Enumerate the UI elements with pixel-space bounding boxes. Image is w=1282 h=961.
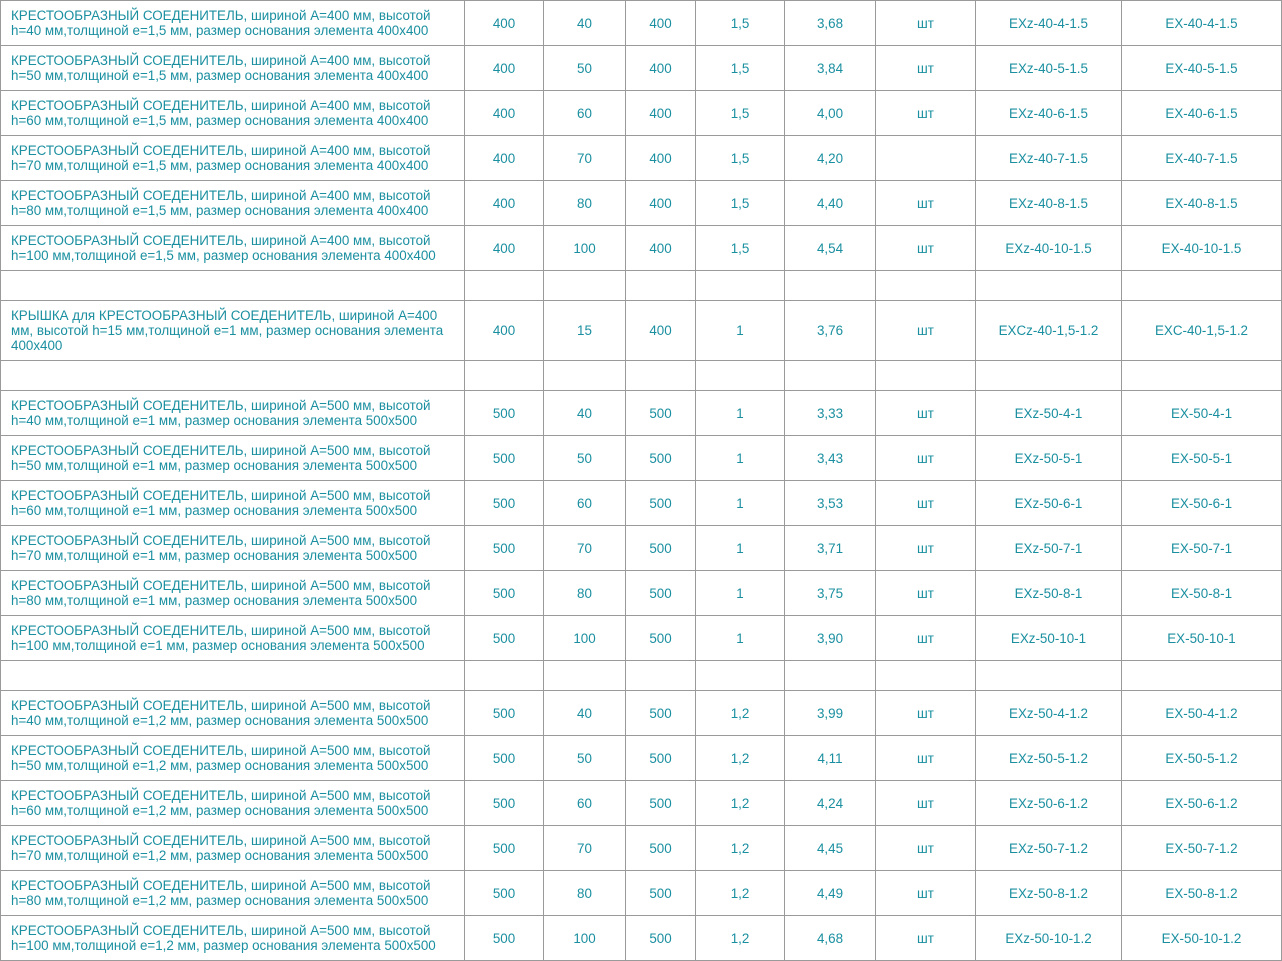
empty-cell — [544, 361, 626, 391]
cell-base-size: 500 — [626, 571, 696, 616]
cell-base-size: 400 — [626, 46, 696, 91]
cell-code: EX-40-7-1.5 — [1122, 136, 1282, 181]
cell-unit: шт — [876, 436, 976, 481]
cell-code: EX-50-10-1.2 — [1122, 916, 1282, 961]
cell-thickness-e: 1 — [696, 481, 785, 526]
cell-width-a: 500 — [465, 916, 544, 961]
cell-height-h: 70 — [544, 526, 626, 571]
cell-code: EX-50-7-1.2 — [1122, 826, 1282, 871]
empty-cell — [544, 661, 626, 691]
cell-base-size: 500 — [626, 736, 696, 781]
cell-base-size: 400 — [626, 301, 696, 361]
table-row — [1, 616, 1282, 661]
cell-thickness-e: 1,2 — [696, 916, 785, 961]
empty-cell — [696, 661, 785, 691]
empty-cell — [1, 661, 465, 691]
cell-width-a: 500 — [465, 526, 544, 571]
cell-thickness-e: 1,5 — [696, 1, 785, 46]
cell-description: КРЕСТООБРАЗНЫЙ СОЕДЕНИТЕЛЬ, шириной А=500 мм, высотой h=60 мм,толщиной e=1,2 мм, размер основания элемента 500х500 — [1, 781, 465, 826]
cell-thickness-e: 1 — [696, 301, 785, 361]
cell-unit: шт — [876, 526, 976, 571]
cell-code-galvanized: EXz-40-6-1.5 — [976, 91, 1122, 136]
cell-unit: шт — [876, 871, 976, 916]
table-row — [1, 691, 1282, 736]
empty-cell — [976, 661, 1122, 691]
cell-height-h: 50 — [544, 436, 626, 481]
cell-weight: 4,20 — [785, 136, 876, 181]
cell-code-galvanized: EXCz-40-1,5-1.2 — [976, 301, 1122, 361]
cell-description: КРЕСТООБРАЗНЫЙ СОЕДЕНИТЕЛЬ, шириной А=500 мм, высотой h=80 мм,толщиной e=1 мм, размер основания элемента 500х500 — [1, 571, 465, 616]
cell-code: EX-50-4-1.2 — [1122, 691, 1282, 736]
cell-weight: 3,76 — [785, 301, 876, 361]
cell-height-h: 100 — [544, 916, 626, 961]
empty-cell — [696, 361, 785, 391]
empty-cell — [876, 271, 976, 301]
cell-description: КРЕСТООБРАЗНЫЙ СОЕДЕНИТЕЛЬ, шириной А=500 мм, высотой h=50 мм,толщиной e=1 мм, размер основания элемента 500х500 — [1, 436, 465, 481]
cell-code-galvanized: EXz-50-8-1.2 — [976, 871, 1122, 916]
cell-weight: 4,54 — [785, 226, 876, 271]
empty-cell — [626, 361, 696, 391]
table-row — [1, 91, 1282, 136]
cell-base-size: 500 — [626, 691, 696, 736]
cell-unit: шт — [876, 226, 976, 271]
table-row — [1, 181, 1282, 226]
cell-width-a: 400 — [465, 91, 544, 136]
cell-description: КРЕСТООБРАЗНЫЙ СОЕДЕНИТЕЛЬ, шириной А=400 мм, высотой h=60 мм,толщиной e=1,5 мм, размер основания элемента 400х400 — [1, 91, 465, 136]
cell-height-h: 60 — [544, 91, 626, 136]
empty-cell — [785, 361, 876, 391]
cell-description: КРЫШКА для КРЕСТООБРАЗНЫЙ СОЕДЕНИТЕЛЬ, шириной А=400 мм, высотой h=15 мм,толщиной e=1 мм, размер основания элемента 400х400 — [1, 301, 465, 361]
cell-base-size: 500 — [626, 916, 696, 961]
cell-description: КРЕСТООБРАЗНЫЙ СОЕДЕНИТЕЛЬ, шириной А=500 мм, высотой h=50 мм,толщиной e=1,2 мм, размер основания элемента 500х500 — [1, 736, 465, 781]
empty-cell — [1122, 271, 1282, 301]
cell-width-a: 400 — [465, 136, 544, 181]
empty-cell — [465, 361, 544, 391]
cell-description: КРЕСТООБРАЗНЫЙ СОЕДЕНИТЕЛЬ, шириной А=500 мм, высотой h=40 мм,толщиной e=1,2 мм, размер основания элемента 500х500 — [1, 691, 465, 736]
cell-height-h: 80 — [544, 571, 626, 616]
cell-description: КРЕСТООБРАЗНЫЙ СОЕДЕНИТЕЛЬ, шириной А=500 мм, высотой h=100 мм,толщиной e=1,2 мм, размер основания элемента 500х500 — [1, 916, 465, 961]
cell-base-size: 500 — [626, 871, 696, 916]
cell-height-h: 50 — [544, 736, 626, 781]
cell-height-h: 40 — [544, 391, 626, 436]
cell-weight: 3,53 — [785, 481, 876, 526]
cell-code-galvanized: EXz-50-5-1 — [976, 436, 1122, 481]
cell-description: КРЕСТООБРАЗНЫЙ СОЕДЕНИТЕЛЬ, шириной А=500 мм, высотой h=70 мм,толщиной e=1 мм, размер основания элемента 500х500 — [1, 526, 465, 571]
cell-weight: 4,68 — [785, 916, 876, 961]
cell-thickness-e: 1,2 — [696, 691, 785, 736]
cell-unit: шт — [876, 616, 976, 661]
cell-code: EX-50-10-1 — [1122, 616, 1282, 661]
cell-base-size: 400 — [626, 136, 696, 181]
cell-weight: 3,90 — [785, 616, 876, 661]
cell-code: EX-50-6-1.2 — [1122, 781, 1282, 826]
cell-thickness-e: 1,2 — [696, 826, 785, 871]
cell-width-a: 500 — [465, 736, 544, 781]
cell-unit: шт — [876, 781, 976, 826]
cell-height-h: 80 — [544, 871, 626, 916]
cell-base-size: 500 — [626, 826, 696, 871]
cell-width-a: 500 — [465, 826, 544, 871]
cell-weight: 3,43 — [785, 436, 876, 481]
cell-width-a: 500 — [465, 871, 544, 916]
cell-description: КРЕСТООБРАЗНЫЙ СОЕДЕНИТЕЛЬ, шириной А=500 мм, высотой h=60 мм,толщиной e=1 мм, размер основания элемента 500х500 — [1, 481, 465, 526]
cell-description: КРЕСТООБРАЗНЫЙ СОЕДЕНИТЕЛЬ, шириной А=500 мм, высотой h=100 мм,толщиной e=1 мм, размер основания элемента 500х500 — [1, 616, 465, 661]
cell-width-a: 400 — [465, 301, 544, 361]
cell-base-size: 400 — [626, 181, 696, 226]
cell-code-galvanized: EXz-40-7-1.5 — [976, 136, 1122, 181]
cell-base-size: 500 — [626, 616, 696, 661]
cell-thickness-e: 1,2 — [696, 871, 785, 916]
cell-code-galvanized: EXz-40-8-1.5 — [976, 181, 1122, 226]
cell-description: КРЕСТООБРАЗНЫЙ СОЕДЕНИТЕЛЬ, шириной А=500 мм, высотой h=40 мм,толщиной e=1 мм, размер основания элемента 500х500 — [1, 391, 465, 436]
cell-code-galvanized: EXz-40-10-1.5 — [976, 226, 1122, 271]
cell-code: EX-50-6-1 — [1122, 481, 1282, 526]
cell-height-h: 40 — [544, 691, 626, 736]
table-row — [1, 481, 1282, 526]
cell-code: EX-50-5-1 — [1122, 436, 1282, 481]
cell-description: КРЕСТООБРАЗНЫЙ СОЕДЕНИТЕЛЬ, шириной А=400 мм, высотой h=100 мм,толщиной e=1,5 мм, размер основания элемента 400х400 — [1, 226, 465, 271]
empty-cell — [1, 271, 465, 301]
cell-base-size: 500 — [626, 436, 696, 481]
cell-code: EX-40-6-1.5 — [1122, 91, 1282, 136]
cell-height-h: 70 — [544, 136, 626, 181]
cell-code-galvanized: EXz-40-4-1.5 — [976, 1, 1122, 46]
cell-thickness-e: 1,5 — [696, 181, 785, 226]
cell-description: КРЕСТООБРАЗНЫЙ СОЕДЕНИТЕЛЬ, шириной А=500 мм, высотой h=70 мм,толщиной e=1,2 мм, размер основания элемента 500х500 — [1, 826, 465, 871]
cell-thickness-e: 1 — [696, 616, 785, 661]
cell-thickness-e: 1 — [696, 436, 785, 481]
cell-unit: шт — [876, 46, 976, 91]
cell-weight: 3,99 — [785, 691, 876, 736]
cell-code-galvanized: EXz-50-8-1 — [976, 571, 1122, 616]
cell-code: EX-50-4-1 — [1122, 391, 1282, 436]
cell-unit: шт — [876, 391, 976, 436]
cell-code-galvanized: EXz-50-6-1.2 — [976, 781, 1122, 826]
cell-code: EX-40-5-1.5 — [1122, 46, 1282, 91]
cell-code: EX-40-8-1.5 — [1122, 181, 1282, 226]
cell-unit: шт — [876, 181, 976, 226]
cell-weight: 4,45 — [785, 826, 876, 871]
table-row — [1, 136, 1282, 181]
cell-height-h: 50 — [544, 46, 626, 91]
empty-cell — [876, 661, 976, 691]
cell-height-h: 70 — [544, 826, 626, 871]
cell-base-size: 400 — [626, 91, 696, 136]
cell-thickness-e: 1 — [696, 526, 785, 571]
table-row — [1, 526, 1282, 571]
empty-cell — [1, 361, 465, 391]
separator-row — [1, 271, 1282, 301]
separator-row — [1, 661, 1282, 691]
cell-base-size: 500 — [626, 781, 696, 826]
table-row — [1, 1, 1282, 46]
cell-width-a: 500 — [465, 616, 544, 661]
table-body — [1, 1, 1282, 961]
cell-description: КРЕСТООБРАЗНЫЙ СОЕДЕНИТЕЛЬ, шириной А=400 мм, высотой h=40 мм,толщиной e=1,5 мм, размер основания элемента 400х400 — [1, 1, 465, 46]
empty-cell — [976, 361, 1122, 391]
cell-thickness-e: 1,5 — [696, 46, 785, 91]
cell-unit: шт — [876, 691, 976, 736]
separator-row — [1, 361, 1282, 391]
table-row — [1, 826, 1282, 871]
cell-code-galvanized: EXz-50-6-1 — [976, 481, 1122, 526]
empty-cell — [1122, 661, 1282, 691]
cell-thickness-e: 1,5 — [696, 226, 785, 271]
empty-cell — [626, 661, 696, 691]
cell-weight: 4,11 — [785, 736, 876, 781]
cell-width-a: 400 — [465, 226, 544, 271]
cell-unit: шт — [876, 826, 976, 871]
table-row — [1, 391, 1282, 436]
cell-description: КРЕСТООБРАЗНЫЙ СОЕДЕНИТЕЛЬ, шириной А=400 мм, высотой h=80 мм,толщиной e=1,5 мм, размер основания элемента 400х400 — [1, 181, 465, 226]
cell-code-galvanized: EXz-50-10-1.2 — [976, 916, 1122, 961]
cell-code-galvanized: EXz-50-4-1.2 — [976, 691, 1122, 736]
cell-height-h: 60 — [544, 781, 626, 826]
cell-width-a: 400 — [465, 181, 544, 226]
cell-thickness-e: 1 — [696, 391, 785, 436]
cell-code-galvanized: EXz-40-5-1.5 — [976, 46, 1122, 91]
cell-code: EX-40-10-1.5 — [1122, 226, 1282, 271]
cell-thickness-e: 1,2 — [696, 736, 785, 781]
cell-height-h: 80 — [544, 181, 626, 226]
cell-unit: шт — [876, 571, 976, 616]
cell-unit: шт — [876, 481, 976, 526]
cell-unit: шт — [876, 736, 976, 781]
cell-base-size: 500 — [626, 391, 696, 436]
cell-base-size: 500 — [626, 481, 696, 526]
cell-weight: 4,24 — [785, 781, 876, 826]
cell-code: EXC-40-1,5-1.2 — [1122, 301, 1282, 361]
cell-thickness-e: 1,5 — [696, 91, 785, 136]
empty-cell — [1122, 361, 1282, 391]
empty-cell — [696, 271, 785, 301]
cell-width-a: 500 — [465, 781, 544, 826]
empty-cell — [876, 361, 976, 391]
empty-cell — [544, 271, 626, 301]
cell-width-a: 500 — [465, 481, 544, 526]
empty-cell — [465, 661, 544, 691]
empty-cell — [465, 271, 544, 301]
cell-weight: 4,40 — [785, 181, 876, 226]
cell-weight: 4,49 — [785, 871, 876, 916]
cell-base-size: 400 — [626, 226, 696, 271]
table-row — [1, 781, 1282, 826]
cell-code-galvanized: EXz-50-7-1.2 — [976, 826, 1122, 871]
cell-unit: шт — [876, 1, 976, 46]
table-row — [1, 871, 1282, 916]
cell-unit: шт — [876, 301, 976, 361]
cell-thickness-e: 1 — [696, 571, 785, 616]
cell-description: КРЕСТООБРАЗНЫЙ СОЕДЕНИТЕЛЬ, шириной А=400 мм, высотой h=70 мм,толщиной e=1,5 мм, размер основания элемента 400х400 — [1, 136, 465, 181]
cell-base-size: 400 — [626, 1, 696, 46]
table-row — [1, 436, 1282, 481]
cell-code: EX-50-8-1 — [1122, 571, 1282, 616]
cell-unit — [876, 136, 976, 181]
table-row — [1, 301, 1282, 361]
cell-width-a: 500 — [465, 691, 544, 736]
cell-thickness-e: 1,5 — [696, 136, 785, 181]
cell-code-galvanized: EXz-50-10-1 — [976, 616, 1122, 661]
cell-weight: 3,68 — [785, 1, 876, 46]
cell-code: EX-50-7-1 — [1122, 526, 1282, 571]
cell-height-h: 15 — [544, 301, 626, 361]
cell-width-a: 500 — [465, 436, 544, 481]
table-row — [1, 46, 1282, 91]
cell-thickness-e: 1,2 — [696, 781, 785, 826]
cell-description: КРЕСТООБРАЗНЫЙ СОЕДЕНИТЕЛЬ, шириной А=500 мм, высотой h=80 мм,толщиной e=1,2 мм, размер основания элемента 500х500 — [1, 871, 465, 916]
cell-weight: 3,84 — [785, 46, 876, 91]
cell-unit: шт — [876, 916, 976, 961]
cell-code-galvanized: EXz-50-7-1 — [976, 526, 1122, 571]
cell-height-h: 40 — [544, 1, 626, 46]
cell-code-galvanized: EXz-50-4-1 — [976, 391, 1122, 436]
empty-cell — [785, 661, 876, 691]
cell-code: EX-50-8-1.2 — [1122, 871, 1282, 916]
cell-width-a: 400 — [465, 46, 544, 91]
cell-weight: 3,33 — [785, 391, 876, 436]
table-row — [1, 916, 1282, 961]
cell-code: EX-40-4-1.5 — [1122, 1, 1282, 46]
cell-width-a: 500 — [465, 391, 544, 436]
cell-weight: 3,71 — [785, 526, 876, 571]
table-row — [1, 226, 1282, 271]
cell-unit: шт — [876, 91, 976, 136]
table-row — [1, 736, 1282, 781]
cell-description: КРЕСТООБРАЗНЫЙ СОЕДЕНИТЕЛЬ, шириной А=400 мм, высотой h=50 мм,толщиной e=1,5 мм, размер основания элемента 400х400 — [1, 46, 465, 91]
cell-code-galvanized: EXz-50-5-1.2 — [976, 736, 1122, 781]
cell-height-h: 60 — [544, 481, 626, 526]
cell-width-a: 400 — [465, 1, 544, 46]
cell-weight: 3,75 — [785, 571, 876, 616]
empty-cell — [976, 271, 1122, 301]
cell-code: EX-50-5-1.2 — [1122, 736, 1282, 781]
cell-width-a: 500 — [465, 571, 544, 616]
cell-weight: 4,00 — [785, 91, 876, 136]
table-row — [1, 571, 1282, 616]
empty-cell — [626, 271, 696, 301]
empty-cell — [785, 271, 876, 301]
cell-height-h: 100 — [544, 226, 626, 271]
cell-height-h: 100 — [544, 616, 626, 661]
cell-base-size: 500 — [626, 526, 696, 571]
